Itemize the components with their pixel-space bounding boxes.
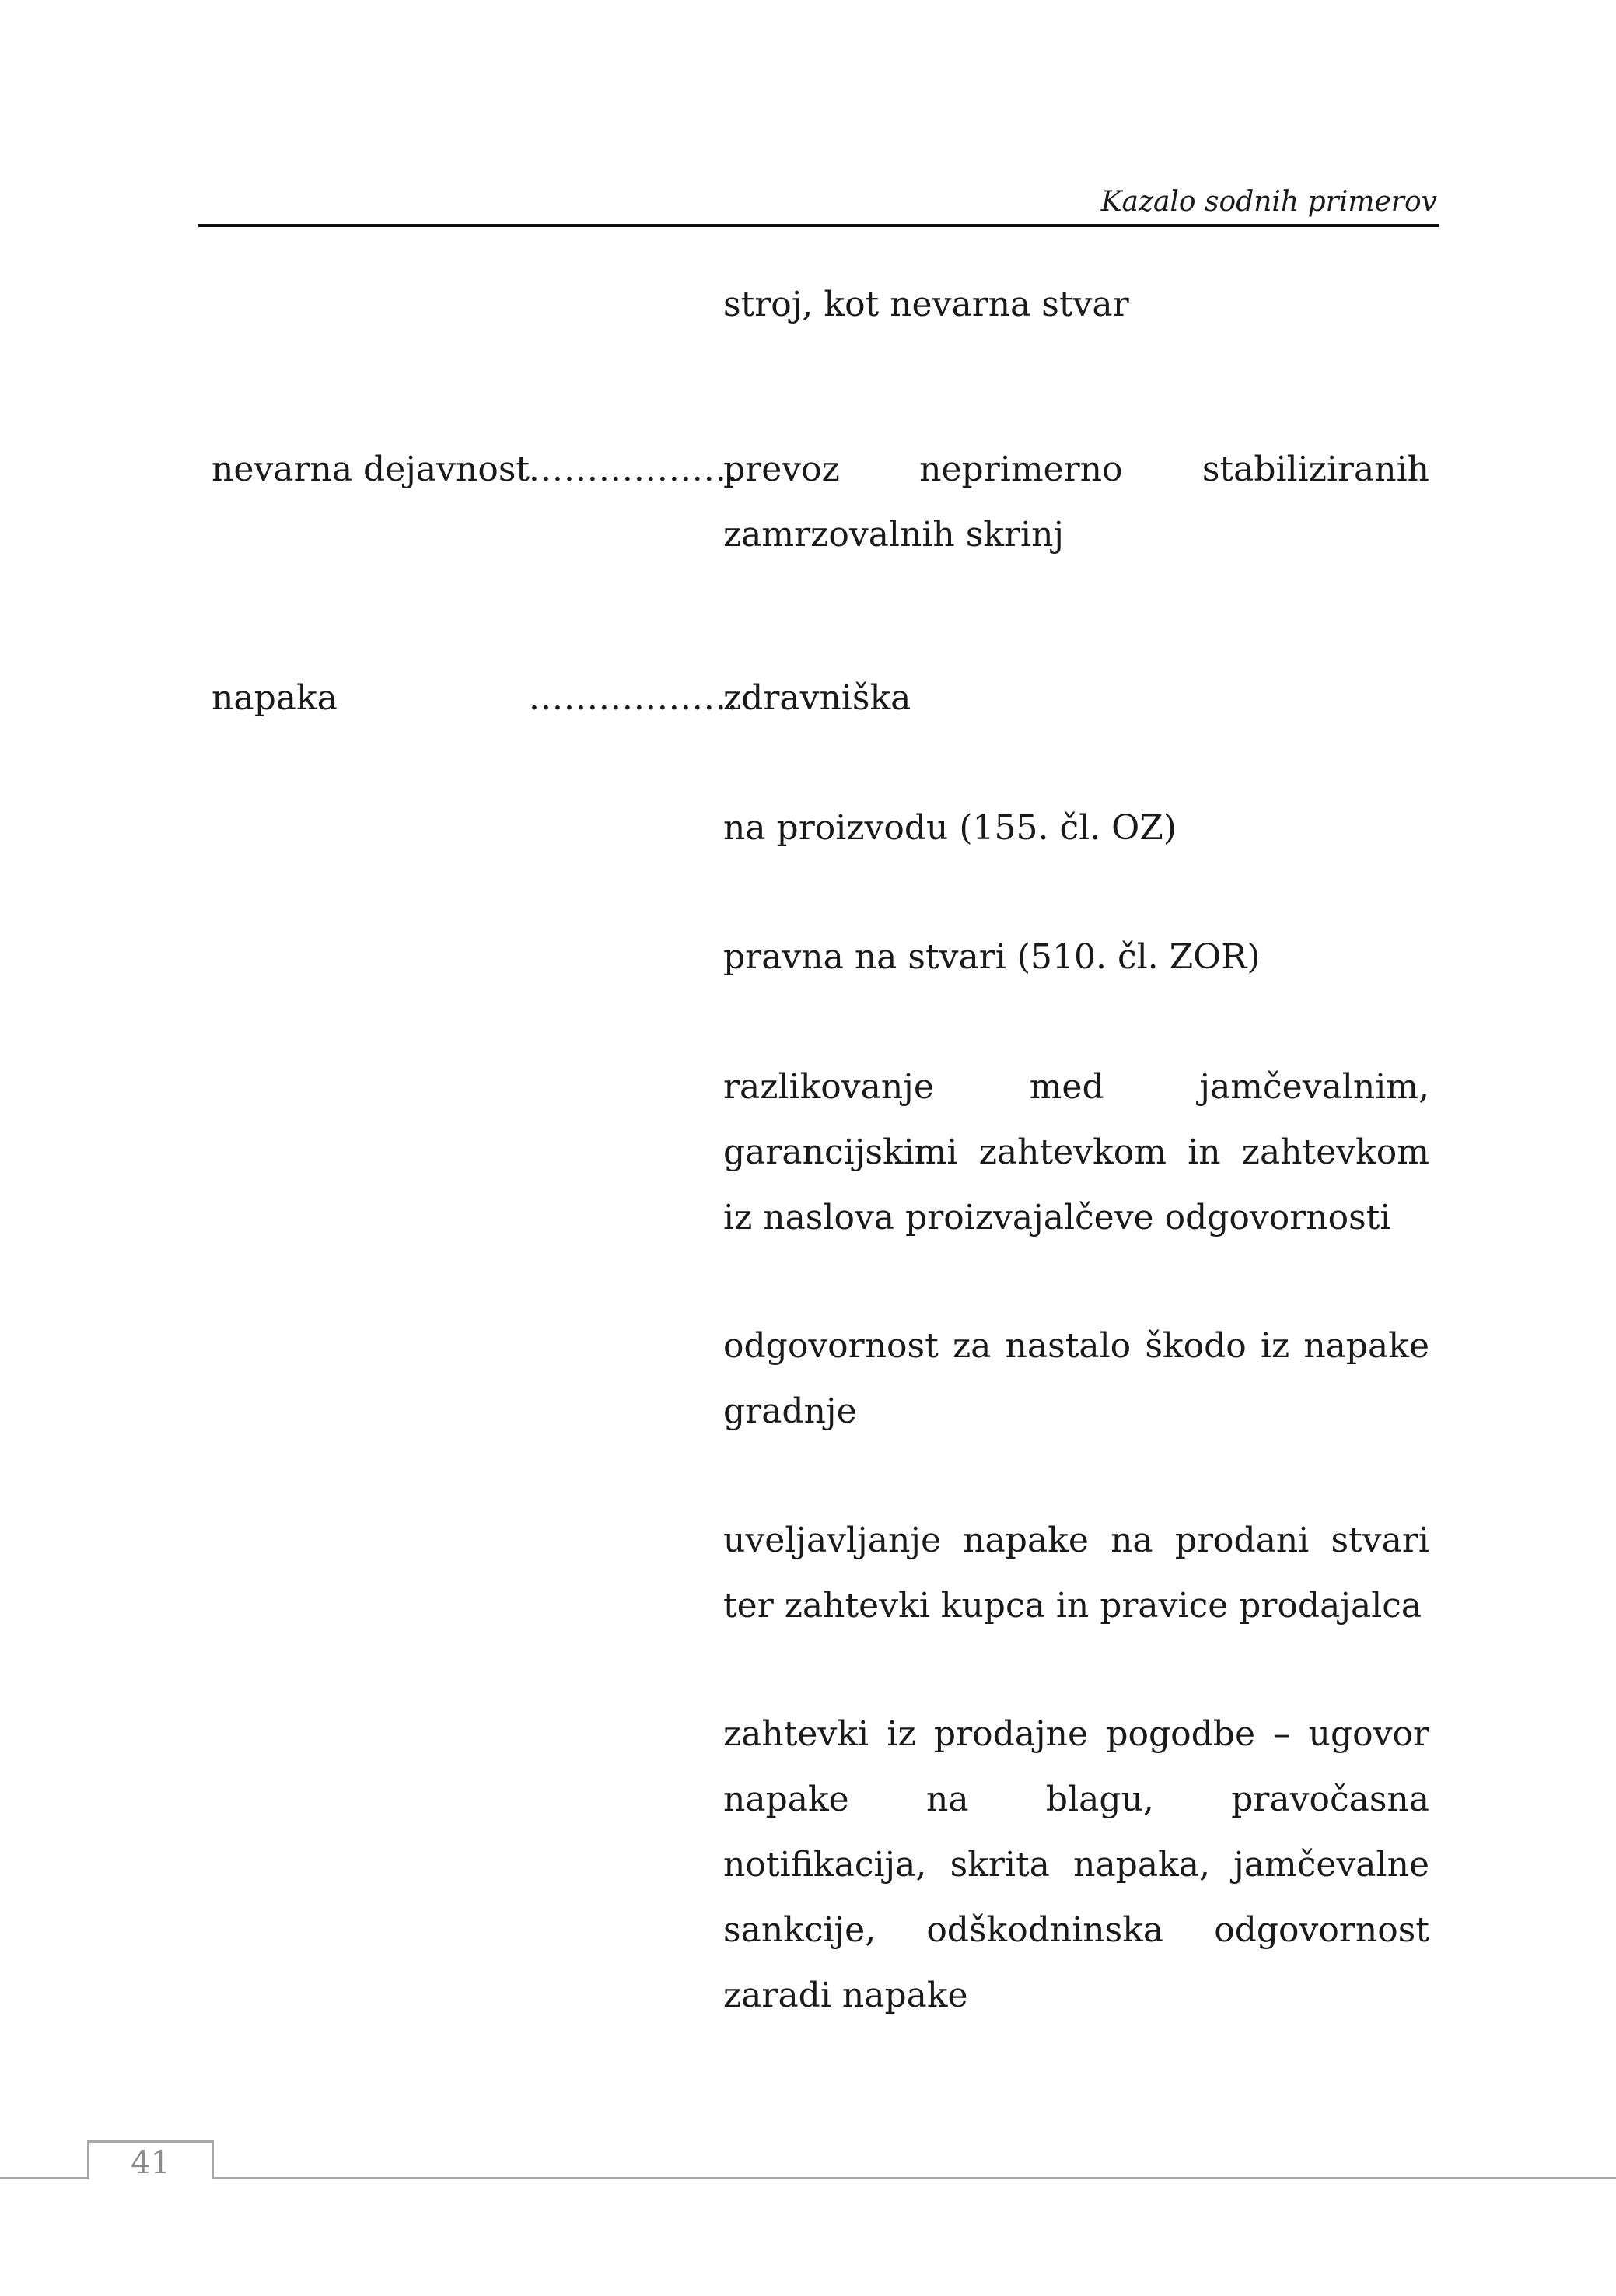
index-entry-uveljavljanje: uveljavljanje napake na prodani stvari ter zahtevki kupca in pravice prodajalca <box>723 1521 1429 1626</box>
dot-leader: .................. <box>529 678 739 718</box>
footer-rule-left <box>0 2177 89 2179</box>
index-term-nevarna-dejavnost: nevarna dejavnost <box>212 450 530 489</box>
index-entry-zahtevki: zahtevki iz prodajne pogodbe – ugovor napake na blagu, pravočasna notifikacija, skrita napaka, jamčevalne sankcije, odškodninska odgovornost zaradi napake <box>723 1714 1429 2015</box>
index-entry-na-proizvodu: na proizvodu (155. čl. OZ) <box>723 808 1177 848</box>
index-entry-stroj: stroj, kot nevarna stvar <box>723 285 1129 324</box>
dot-leader: .................. <box>529 450 739 489</box>
index-entry-prevoz: prevoz neprimerno stabiliziranih zamrzovalnih skrinj <box>723 450 1429 555</box>
header-rule <box>198 224 1439 227</box>
index-entry-pravna: pravna na stvari (510. čl. ZOR) <box>723 937 1261 977</box>
page-number: 41 <box>131 2145 170 2181</box>
footer-rule-right <box>212 2177 1616 2179</box>
index-entry-zdravniska: zdravniška <box>723 678 911 718</box>
running-header: Kazalo sodnih primerov <box>1100 186 1437 218</box>
index-entry-odgovornost: odgovornost za nastalo škodo iz napake gradnje <box>723 1326 1429 1431</box>
index-entry-razlikovanje: razlikovanje med jamčevalnim, garancijskimi zahtevkom in zahtevkom iz naslova proizvajalčeve odgovornosti <box>723 1067 1429 1237</box>
index-term-napaka: napaka <box>212 678 338 718</box>
